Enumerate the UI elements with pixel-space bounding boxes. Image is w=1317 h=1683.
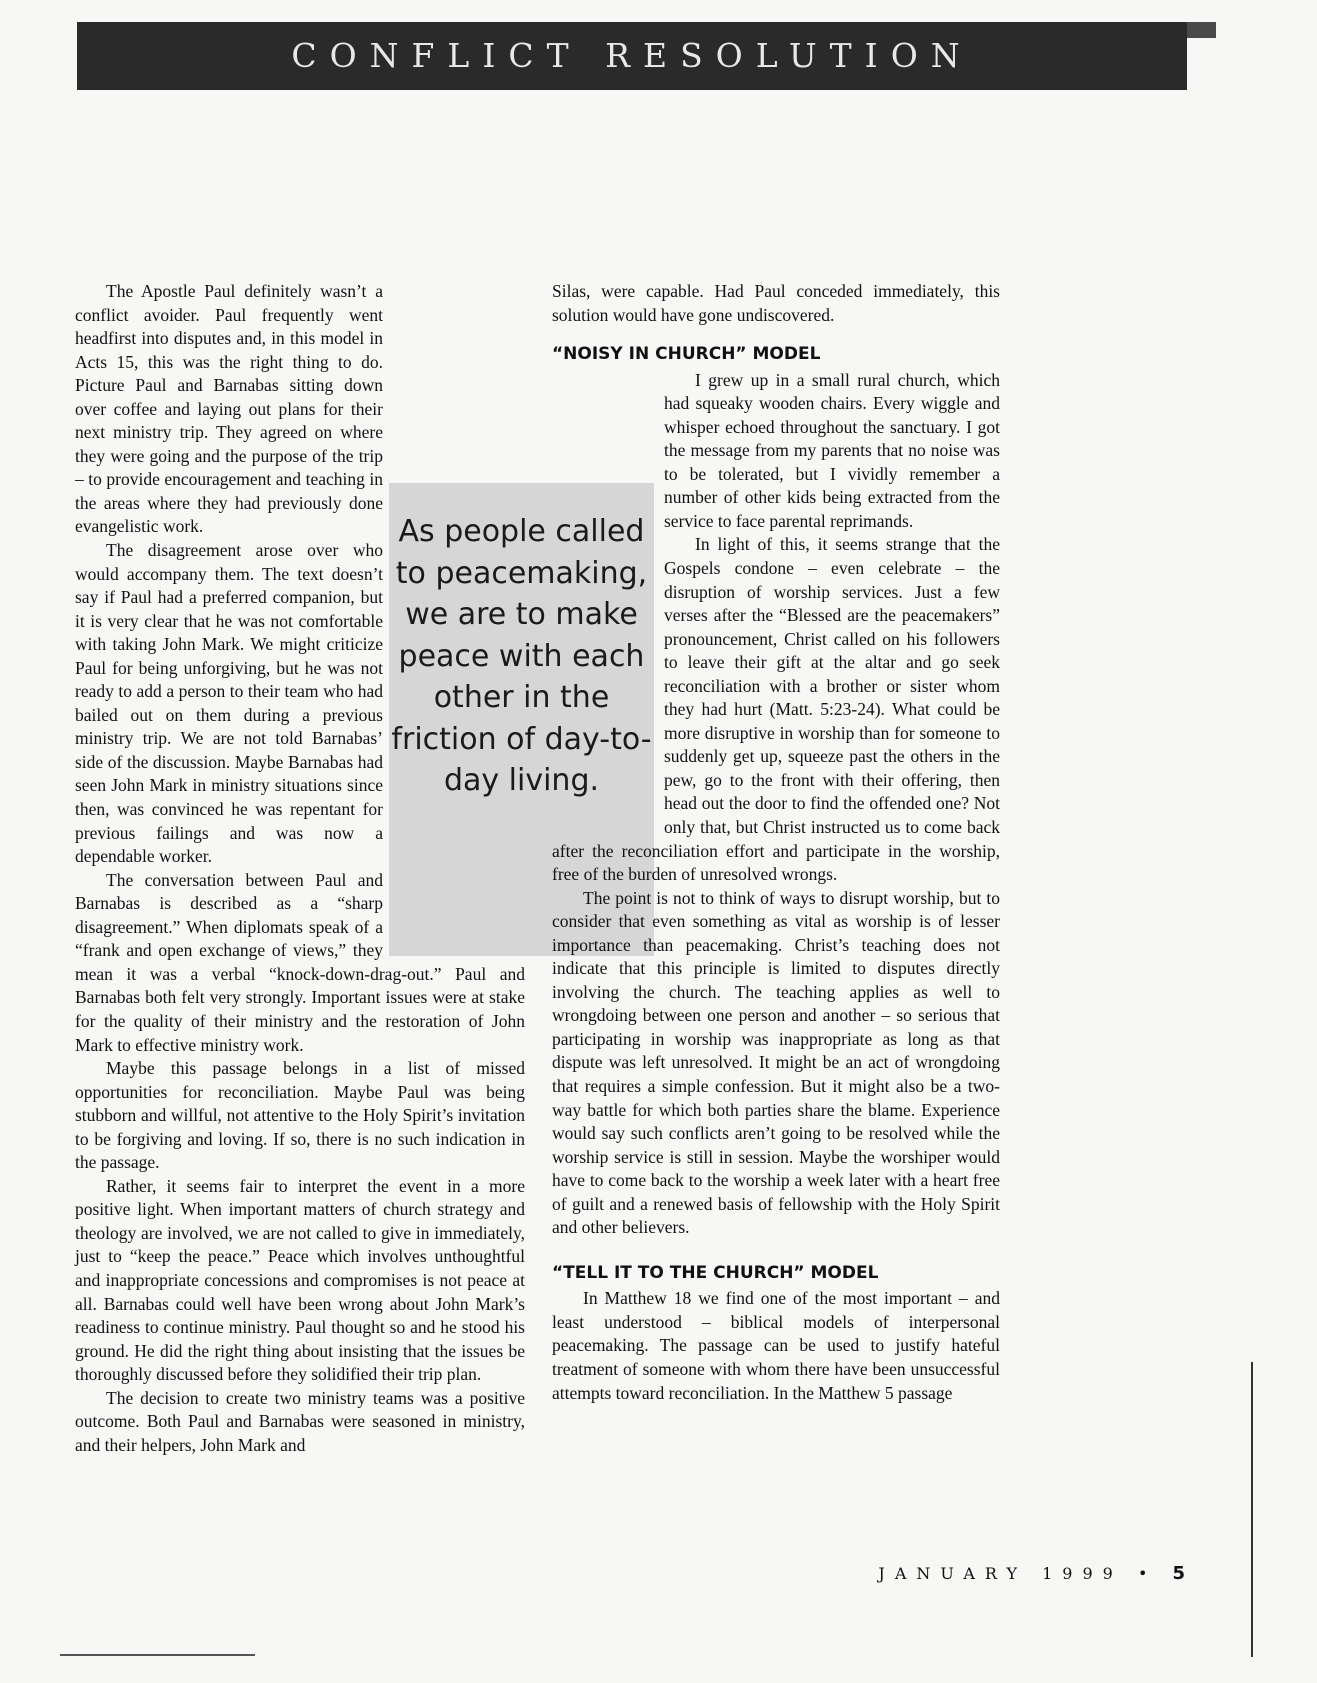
paragraph: Silas, were capable. Had Paul conceded immediately, this solution would have gone undiscovered. (552, 281, 1000, 325)
page-number: 5 (1172, 1563, 1185, 1584)
separator-bullet: • (1137, 1564, 1148, 1583)
pullquote: As people called to peacemaking, we are to make peace with each other in the friction of day-to-day living. (391, 514, 652, 798)
paragraph: The disagreement arose over who would accompany them. The text doesn’t say if Paul had a preferred companion, but it is very clear that he was not comfortable with taking John Mark. We might criticize Paul for being unforgiving, but he was not ready to add a person to their team who had bailed out on them during a previous ministry trip. We are not told Barnabas’ side of the discussion. Maybe Barnabas had seen John Mark in ministry situations since then, was convinced he was repentant for previous failings and was now a dependable worker. (75, 540, 383, 867)
issue-date: JANUARY 1999 (878, 1564, 1123, 1583)
paragraph: The point is not to think of ways to disrupt worship, but to consider that even something as vital as worship is of lesser importance than peacemaking. Christ’s teaching does not indicate that this principle is limited to disputes directly involving the church. The teaching applies as well to wrongdoing between one person and another – so serious that participating in worship was inappropriate as long as that dispute was left unresolved. It might be an act of wrongdoing that requires a simple confession. But it might also be a two-way battle for which both parties share the blame. Experience would say such conflicts aren’t going to be resolved while the worship service is still in session. Maybe the worshiper would have to come back to the worship a week later with a heart free of guilt and a renewed basis of fellowship with the Holy Spirit and other believers. (552, 887, 1000, 1238)
column-left (75, 280, 525, 1457)
paragraph: In Matthew 18 we find one of the most important – and least understood – biblical models of interpersonal peacemaking. The passage can be used to justify hateful treatment of someone with whom there have been unsuccessful attempts toward reconciliation. In the Matthew 5 passage (552, 1288, 1000, 1403)
column-right (552, 280, 1000, 1405)
edge-rule (1251, 1362, 1253, 1657)
paragraph: The Apostle Paul definitely wasn’t a conflict avoider. Paul frequently went headfirst into disputes and, in this model in Acts 15, this was the right thing to do. Picture Paul and Barnabas sitting down over coffee and laying out plans for their next ministry trip. They agreed on where they were going and the purpose of the trip – to provide encouragement and teaching in the areas where they had previously done evangelistic work. (75, 281, 383, 537)
bottom-rule (60, 1654, 255, 1656)
paragraph: The decision to create two ministry teams was a positive outcome. Both Paul and Barnabas were seasoned in ministry, and their helpers, John Mark and (75, 1387, 525, 1455)
paragraph: In light of this, it seems strange that the Gospels condone – even celebrate – the disruption of worship services. Just a few verses after the “Blessed are the peacemakers” pronouncement, Christ called on his followers to leave their gift at the altar and go seek reconciliation with a brother or sister whom they had hurt (Matt. 5:23-24). What could be more disruptive in worship than for someone to suddenly get up, squeeze past the others in the pew, go to the front with their offering, then head out the door to find the offended one? Not only that, but Christ instructed us to come back after the reconciliation effort and participate in the worship, free of the burden of unresolved wrongs. (552, 534, 1000, 885)
paragraph: I grew up in a small rural church, which had squeaky wooden chairs. Every wiggle and whisper echoed throughout the sanctuary. I got the message from my parents that no noise was to be tolerated, but I vividly remember a number of other kids being extracted from the service to face parental reprimands. (664, 369, 1000, 531)
section-heading: “NOISY IN CHURCH” MODEL (552, 344, 821, 365)
page-footer (855, 1563, 1185, 1584)
paragraph: Maybe this passage belongs in a list of missed opportunities for reconciliation. Maybe Paul was being stubborn and willful, not attentive to the Holy Spirit’s invitation to be forgiving and loving. If so, there is no such indication in the passage. (75, 1058, 525, 1173)
paragraph: The conversation between Paul and Barnabas is described as a “sharp disagreement.” When diplomats speak of a “frank and open exchange of views,” they mean it was a verbal “knock-down-drag-out.” Paul and Barnabas both felt very strongly. Important issues were at stake for the quality of their ministry and the restoration of John Mark to effective ministry work. (75, 869, 525, 1055)
section-heading: “TELL IT TO THE CHURCH” MODEL (552, 1262, 879, 1283)
section-title: CONFLICT RESOLUTION (291, 36, 973, 75)
paragraph: Rather, it seems fair to interpret the event in a more positive light. When important matters of church strategy and theology are involved, we are not called to give in immediately, just to “keep the peace.” Peace which involves unthoughtful and inappropriate concessions and compromises is not peace at all. Barnabas could well have been wrong about John Mark’s readiness to continue ministry. Paul thought so and he stood his ground. He did the right thing about insisting that the issues be thoroughly discussed before they solidified their trip plan. (75, 1175, 525, 1385)
